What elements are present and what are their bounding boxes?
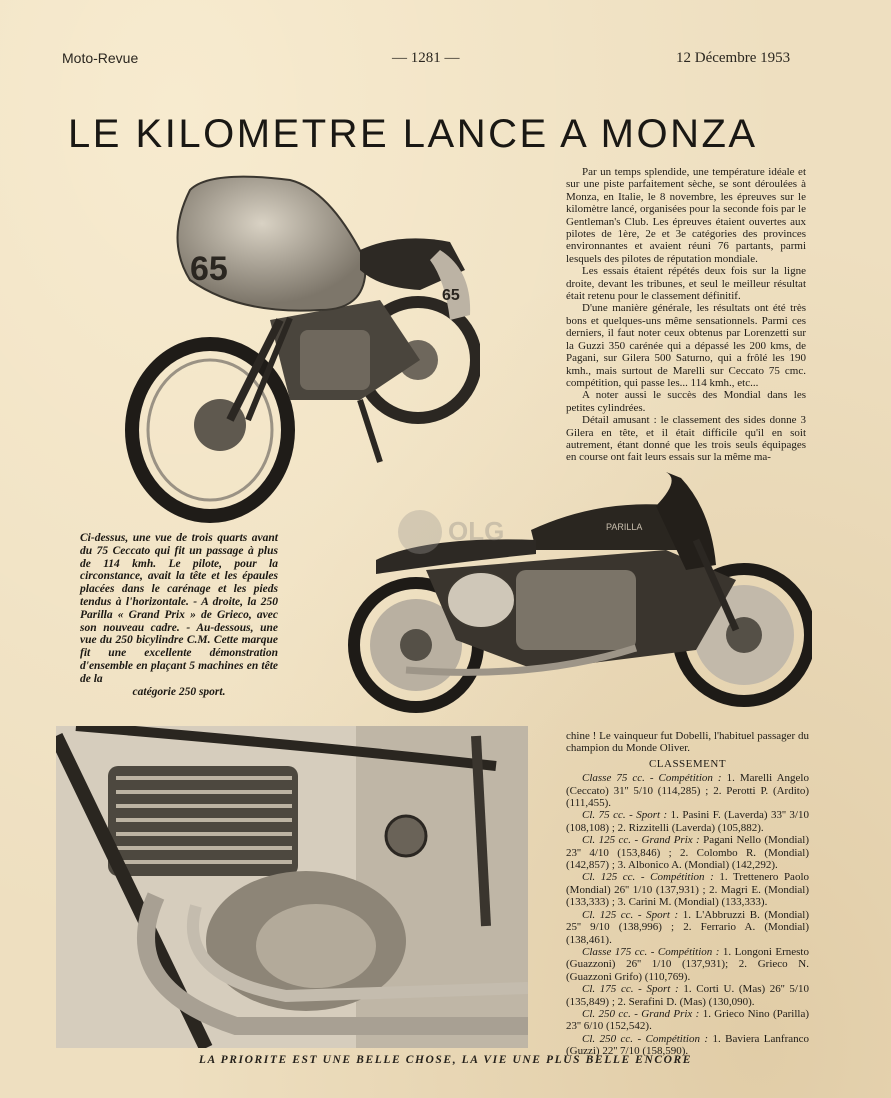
article-paragraph: Par un temps splendide, une température idéale et sur une piste parfaitement sèche, se sont déroulées à Monza, en Italie, le 8 novembre, les épreuves sur le kilomètre lancé, organisées pour la seconde fois par le Gentleman's Club. Les épreuves étaient ouvertes aux pilotes de 1ère, 2e et 3e catégories des provinces environnantes et avaient réuni 76 partants, parmi lesquels des pilotes de réputation mondiale. xyxy=(566,166,806,265)
photo-cm-250-engine xyxy=(56,726,528,1048)
race-number: 65 xyxy=(190,250,228,288)
classement-entry: Cl. 175 cc. - Sport : 1. Corti U. (Mas) 26'' 5/10 (135,849) ; 2. Serafini D. (Mas) (130,090). xyxy=(566,983,809,1008)
classement-entry: Classe 175 cc. - Compétition : 1. Longoni Ernesto (Guazzoni) 26'' 1/10 (137,931); 2. Grieco N. (Guazzoni Grifo) (110,769). xyxy=(566,945,809,983)
classement-entry: Classe 75 cc. - Compétition : 1. Marelli Angelo (Ceccato) 31'' 5/10 (114,285) ; 2. Perotti P. (Ardito) (111,455). xyxy=(566,772,809,810)
article-paragraph: chine ! Le vainqueur fut Dobelli, l'habituel passager du champion du Monde Oliver. xyxy=(566,730,809,755)
classement-heading: CLASSEMENT xyxy=(648,757,727,770)
tank-lettering: PARILLA xyxy=(606,522,643,532)
classement-entry: Cl. 250 cc. - Compétition : 1. Baviera Lanfranco (Guzzi) 22'' 7/10 (158,590). xyxy=(566,1032,809,1058)
page-footer-slogan: LA PRIORITE EST UNE BELLE CHOSE, LA VIE UNE PLUS BELLE ENCORE xyxy=(198,1054,693,1066)
article-paragraph: A noter aussi le succès des Mondial dans les petites cylindrées. xyxy=(566,389,806,414)
article-title: LE KILOMETRE LANCE A MONZA xyxy=(68,112,758,156)
photo-caption xyxy=(80,532,278,698)
classement-entry: Cl. 75 cc. - Sport : 1. Pasini F. (Laverda) 33'' 3/10 (108,108) ; 2. Rizzitelli (Laverda) (105,882). xyxy=(566,809,809,834)
article-paragraph: Détail amusant : le classement des sides donne 3 Gilera en tête, et il était difficile qu'il en soit autrement, étant donné que les trois seuls équipages en course ont fait leurs essais sur la même ma- xyxy=(566,414,806,464)
caption-last-line: catégorie 250 sport. xyxy=(132,685,226,698)
watermark-logo xyxy=(390,502,510,562)
classement-entry: Cl. 125 cc. - Grand Prix : Pagani Nello (Mondial) 23'' 4/10 (153,846) ; 2. Colombo R. (Mondial) (142,857) ; 3. Albonico A. (Mondial) (142,292). xyxy=(566,834,809,872)
page-number: — 1281 — xyxy=(392,50,460,66)
svg-text:OLG: OLG xyxy=(448,516,505,546)
caption-body: Ci-dessus, une vue de trois quarts avant du 75 Ceccato qui fit un passage à plus de 114 kmh. Le pilote, pour la circonstance, avait la tête et les épaules placées dans le carénage et les pieds tendus à l'horizontale. - A droite, la 250 Parilla « Grand Prix » de Grieco, avec son nouveau cadre. - Au-dessous, une vue du 250 bicylindre C.M. Cette marque fit une excellente démonstration d'ensemble en plaçant 5 machines en tête de la xyxy=(80,532,278,685)
race-number-tail: 65 xyxy=(442,287,460,304)
article-paragraph: D'une manière générale, les résultats ont été très bons et quelques-uns même sensationnels. Parmi ces derniers, il faut noter ceux obtenus par Lorenzetti sur la Guzzi 350 carénée qui a dépassé les 200 kms, de Pagani, sur Gilera 500 Saturno, qui a frôlé les 190 kmh., mais surtout de Marelli sur Ceccato 75 cmc. compétition, qui passe les... 114 kmh., etc... xyxy=(566,302,806,389)
classement-entry: Cl. 125 cc. - Sport : 1. L'Abbruzzi B. (Mondial) 25'' 9/10 (138,996) ; 2. Ferrario A. (Mondial) (138,461). xyxy=(566,908,809,946)
issue-date: 12 Décembre 1953 xyxy=(676,50,791,66)
classement-entry: Cl. 125 cc. - Compétition : 1. Trettenero Paolo (Mondial) 26'' 1/10 (137,931) ; 2. Magri E. (Mondial) (133,333) ; 3. Carini M. (Mondial) (133,333). xyxy=(566,871,809,909)
article-column-bottom xyxy=(566,730,809,1058)
article-column-top xyxy=(566,166,806,464)
publication-name: Moto-Revue xyxy=(62,50,139,66)
classement-entry: Cl. 250 cc. - Grand Prix : 1. Grieco Nino (Parilla) 23'' 6/10 (152,542). xyxy=(566,1007,809,1033)
article-paragraph: Les essais étaient répétés deux fois sur la ligne droite, devant les tribunes, et seul le meilleur résultat était retenu pour le classement définitif. xyxy=(566,265,806,303)
